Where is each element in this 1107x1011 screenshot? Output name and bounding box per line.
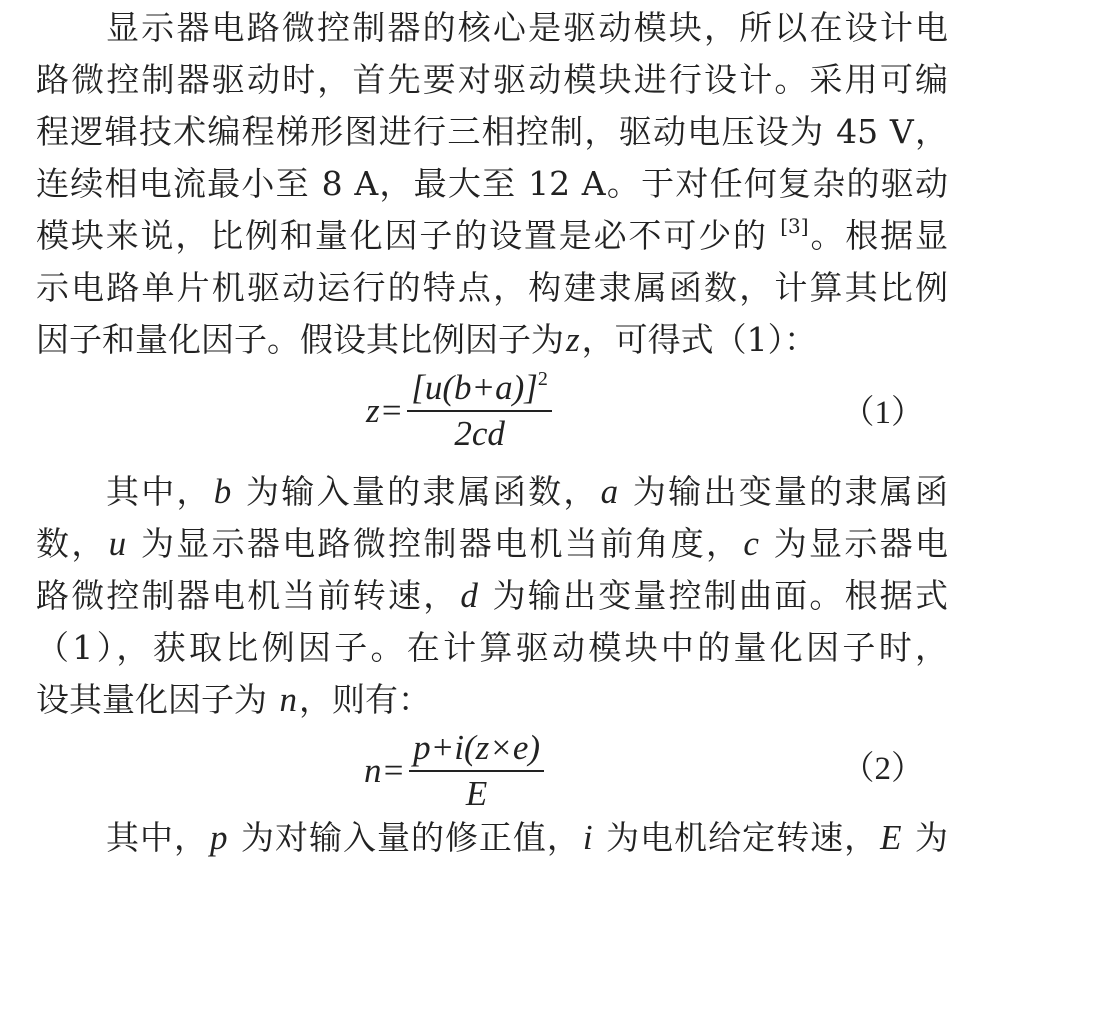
- text-segment: ，则有：: [299, 680, 431, 719]
- text-segment: 为显示器电路微控制器电机当前角度，: [128, 524, 742, 563]
- equation-2-body: [364, 728, 544, 814]
- paragraph-2: [36, 466, 948, 726]
- equation-number: （1）: [841, 395, 924, 431]
- fraction-denominator: 2cd: [454, 414, 505, 453]
- text-segment: 为: [903, 818, 948, 857]
- math-variable: u: [108, 524, 127, 563]
- text-line: 连续相电流最小至 8 A，最大至 12 A。于对任何复杂的驱动: [36, 164, 948, 203]
- fraction-denominator: E: [465, 774, 488, 813]
- text-segment: 为显示器电: [760, 524, 948, 563]
- fraction: [407, 368, 552, 454]
- text-segment: 为输出变量的隶属函: [620, 472, 948, 511]
- paragraph-1: [36, 2, 948, 366]
- math-variable: E: [880, 818, 902, 857]
- math-variable: n: [279, 680, 297, 719]
- math-variable: a: [600, 472, 619, 511]
- math-variable: i: [582, 818, 593, 857]
- text-segment: 。根据显: [808, 216, 949, 255]
- text-line: [36, 674, 948, 726]
- text-segment: 为输出变量控制曲面。根据式: [479, 576, 948, 615]
- exponent: 2: [537, 368, 548, 390]
- math-variable: p: [209, 818, 228, 857]
- math-variable: d: [460, 576, 478, 615]
- text-line: 程逻辑技术编程梯形图进行三相控制，驱动电压设为 45 V，: [36, 112, 948, 151]
- equation-1: [36, 366, 948, 466]
- math-variable: c: [743, 524, 759, 563]
- equation-2: [36, 726, 948, 812]
- math-variable: b: [213, 472, 232, 511]
- text-segment: ，可得式（1）：: [581, 320, 818, 359]
- text-line: 显示器电路微控制器的核心是驱动模块，所以在设计电: [106, 8, 948, 47]
- text-line: [36, 570, 948, 622]
- fraction: [409, 728, 544, 814]
- paper-page: [36, 2, 948, 864]
- equation-lhs: n=: [364, 751, 406, 790]
- numerator-text: [u(b+a)]: [411, 368, 538, 407]
- text-segment: 设其量化因子为: [36, 680, 278, 719]
- text-line: （1），获取比例因子。在计算驱动模块中的量化因子时，: [36, 628, 948, 667]
- text-segment: 因子和量化因子。假设其比例因子为: [36, 320, 564, 359]
- math-variable: z: [566, 320, 580, 359]
- equation-1-body: [366, 368, 552, 454]
- fraction-numerator: [407, 368, 552, 412]
- text-segment: 其中，: [106, 472, 212, 511]
- text-segment: 为输入量的隶属函数，: [233, 472, 599, 511]
- text-line: [36, 314, 948, 366]
- paragraph-3: [36, 812, 948, 864]
- text-segment: 为电机给定转速，: [594, 818, 879, 857]
- text-segment: 路微控制器电机当前转速，: [36, 576, 459, 615]
- equation-number: （2）: [841, 751, 924, 787]
- text-segment: 模块来说，比例和量化因子的设置是必不可少的: [36, 216, 781, 255]
- text-line: [36, 518, 948, 570]
- fraction-numerator: p+i(z×e): [409, 728, 544, 772]
- text-line: [36, 210, 948, 262]
- text-segment: 数，: [36, 524, 107, 563]
- text-line: [36, 812, 948, 864]
- equation-lhs: z=: [366, 391, 404, 430]
- citation-ref: [3]: [780, 214, 809, 238]
- text-line: 示电路单片机驱动运行的特点，构建隶属函数，计算其比例: [36, 268, 948, 307]
- text-line: 路微控制器驱动时，首先要对驱动模块进行设计。采用可编: [36, 60, 948, 99]
- text-segment: 其中，: [106, 818, 208, 857]
- text-segment: 为对输入量的修正值，: [229, 818, 581, 857]
- text-line: [36, 466, 948, 518]
